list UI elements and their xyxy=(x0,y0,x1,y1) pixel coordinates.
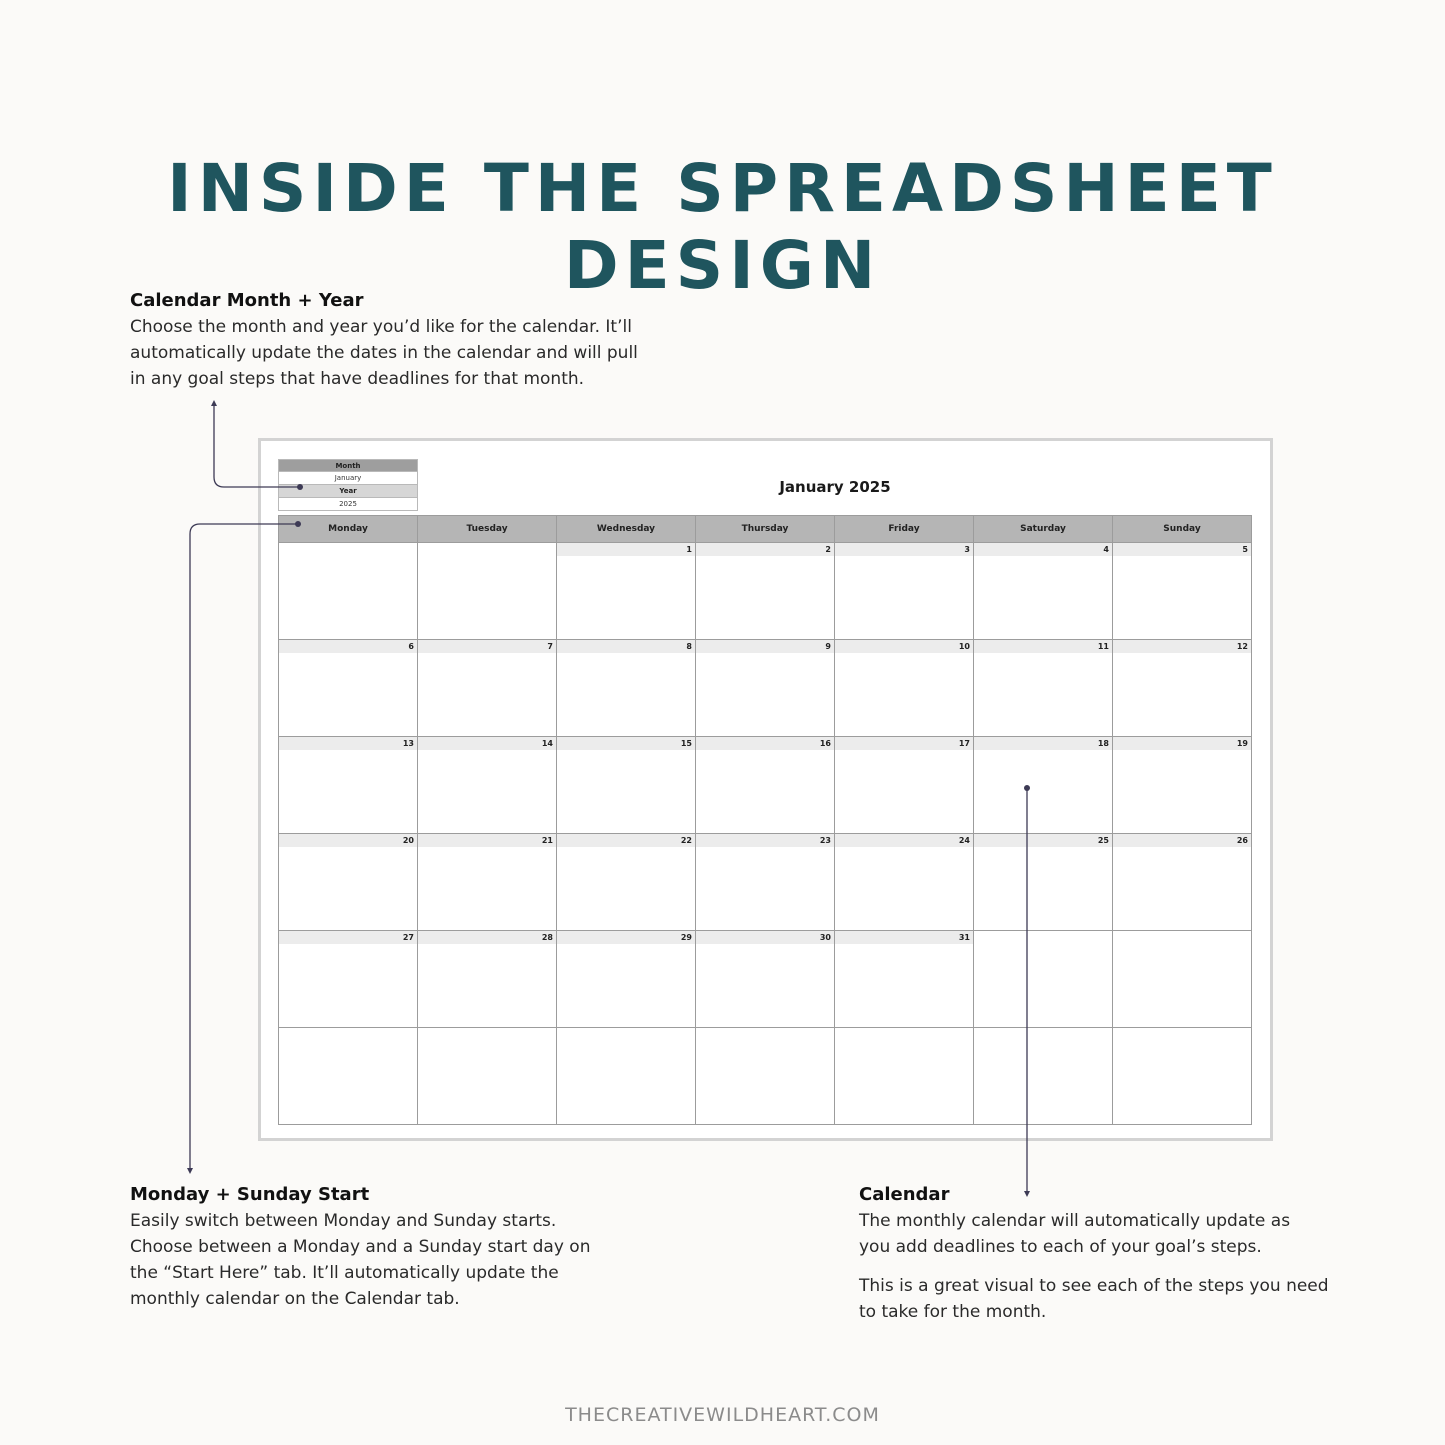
weekday-label: Monday xyxy=(279,516,418,542)
calendar-day-cell[interactable] xyxy=(1113,834,1252,930)
note-month-year-heading: Calendar Month + Year xyxy=(130,290,364,311)
note-line: monthly calendar on the Calendar tab. xyxy=(130,1289,460,1309)
day-number: 30 xyxy=(696,931,834,944)
calendar-day-cell[interactable] xyxy=(835,1028,974,1124)
calendar-day-cell[interactable] xyxy=(557,543,696,639)
calendar-week-row xyxy=(278,834,1252,931)
day-number: 29 xyxy=(557,931,695,944)
day-number: 26 xyxy=(1113,834,1251,847)
note-line: the “Start Here” tab. It’ll automatically update the xyxy=(130,1263,559,1283)
footer-website[interactable]: THECREATIVEWILDHEART.COM xyxy=(565,1404,880,1426)
note-start-day-heading: Monday + Sunday Start xyxy=(130,1184,370,1205)
calendar-day-cell[interactable] xyxy=(835,543,974,639)
month-year-selector xyxy=(278,459,418,511)
day-number: 25 xyxy=(974,834,1112,847)
day-number: 16 xyxy=(696,737,834,750)
note-line: This is a great visual to see each of the steps you need xyxy=(859,1276,1329,1296)
day-number: 31 xyxy=(835,931,973,944)
calendar-week-row xyxy=(278,543,1252,640)
calendar-day-cell[interactable] xyxy=(279,543,418,639)
weekday-header xyxy=(278,515,1252,543)
calendar-day-cell[interactable] xyxy=(418,640,557,736)
calendar-weeks xyxy=(278,543,1252,1125)
calendar-day-cell[interactable] xyxy=(1113,1028,1252,1124)
calendar-day-cell[interactable] xyxy=(974,543,1113,639)
calendar-day-cell[interactable] xyxy=(279,834,418,930)
calendar-day-cell[interactable] xyxy=(279,737,418,833)
calendar-day-cell[interactable] xyxy=(279,1028,418,1124)
calendar-week-row xyxy=(278,640,1252,737)
day-number: 9 xyxy=(696,640,834,653)
note-month-year xyxy=(130,288,638,392)
day-number: 12 xyxy=(1113,640,1251,653)
day-number: 13 xyxy=(279,737,417,750)
calendar-day-cell[interactable] xyxy=(835,931,974,1027)
day-number: 24 xyxy=(835,834,973,847)
note-line: to take for the month. xyxy=(859,1302,1047,1322)
calendar-day-cell[interactable] xyxy=(557,834,696,930)
calendar-grid xyxy=(278,515,1252,1125)
calendar-day-cell[interactable] xyxy=(696,834,835,930)
note-line: Choose the month and year you’d like for the calendar. It’ll xyxy=(130,317,632,337)
note-line: Easily switch between Monday and Sunday starts. xyxy=(130,1211,557,1231)
month-select[interactable]: January xyxy=(278,472,418,485)
calendar-week-row xyxy=(278,931,1252,1028)
calendar-day-cell[interactable] xyxy=(1113,931,1252,1027)
calendar-week-row xyxy=(278,1028,1252,1125)
month-label: Month xyxy=(278,459,418,472)
weekday-label: Thursday xyxy=(696,516,835,542)
note-line: you add deadlines to each of your goal’s steps. xyxy=(859,1237,1262,1257)
day-number: 8 xyxy=(557,640,695,653)
calendar-day-cell[interactable] xyxy=(279,931,418,1027)
weekday-label: Sunday xyxy=(1163,524,1201,534)
calendar-week-row xyxy=(278,737,1252,834)
note-calendar-heading: Calendar xyxy=(859,1184,950,1205)
day-number: 11 xyxy=(974,640,1112,653)
day-number: 3 xyxy=(835,543,973,556)
note-line: automatically update the dates in the calendar and will pull xyxy=(130,343,638,363)
day-number: 21 xyxy=(418,834,556,847)
day-number: 27 xyxy=(279,931,417,944)
day-number: 18 xyxy=(974,737,1112,750)
day-number: 5 xyxy=(1113,543,1251,556)
calendar-day-cell[interactable] xyxy=(418,931,557,1027)
year-select[interactable]: 2025 xyxy=(278,498,418,511)
day-number: 15 xyxy=(557,737,695,750)
year-label: Year xyxy=(278,485,418,498)
day-number: 4 xyxy=(974,543,1112,556)
calendar-day-cell[interactable] xyxy=(696,1028,835,1124)
page-title: INSIDE THE SPREADSHEET DESIGN xyxy=(167,150,1278,304)
calendar-day-cell[interactable] xyxy=(974,1028,1113,1124)
note-line: in any goal steps that have deadlines for that month. xyxy=(130,369,585,389)
day-number: 10 xyxy=(835,640,973,653)
day-number: 2 xyxy=(696,543,834,556)
calendar-day-cell[interactable] xyxy=(557,640,696,736)
note-line: The monthly calendar will automatically update as xyxy=(859,1211,1291,1231)
calendar-day-cell[interactable] xyxy=(696,931,835,1027)
arrow-up-icon xyxy=(211,400,217,406)
day-number: 14 xyxy=(418,737,556,750)
calendar-day-cell[interactable] xyxy=(696,543,835,639)
calendar-day-cell[interactable] xyxy=(696,640,835,736)
day-number: 6 xyxy=(279,640,417,653)
note-line: Choose between a Monday and a Sunday start day on xyxy=(130,1237,591,1257)
day-number: 1 xyxy=(557,543,695,556)
calendar-day-cell[interactable] xyxy=(418,1028,557,1124)
calendar-day-cell[interactable] xyxy=(279,640,418,736)
calendar-day-cell[interactable] xyxy=(974,834,1113,930)
weekday-label: Wednesday xyxy=(557,516,696,542)
calendar-day-cell[interactable] xyxy=(974,931,1113,1027)
weekday-label: Tuesday xyxy=(418,516,557,542)
calendar-day-cell[interactable] xyxy=(418,834,557,930)
calendar-day-cell[interactable] xyxy=(557,931,696,1027)
calendar-day-cell[interactable] xyxy=(835,834,974,930)
arrow-down-icon xyxy=(187,1168,193,1174)
calendar-day-cell[interactable] xyxy=(1113,543,1252,639)
calendar-title: January 2025 xyxy=(779,478,891,496)
note-calendar xyxy=(859,1182,1329,1325)
calendar-day-cell[interactable] xyxy=(557,737,696,833)
day-number: 17 xyxy=(835,737,973,750)
weekday-label: Saturday xyxy=(974,516,1113,542)
calendar-day-cell[interactable] xyxy=(835,640,974,736)
day-number: 20 xyxy=(279,834,417,847)
calendar-day-cell[interactable] xyxy=(418,737,557,833)
day-number: 7 xyxy=(418,640,556,653)
day-number: 19 xyxy=(1113,737,1251,750)
calendar-day-cell[interactable] xyxy=(835,737,974,833)
note-start-day xyxy=(130,1182,591,1312)
calendar-day-cell[interactable] xyxy=(696,737,835,833)
calendar-day-cell[interactable] xyxy=(974,640,1113,736)
calendar-day-cell[interactable] xyxy=(418,543,557,639)
calendar-day-cell[interactable] xyxy=(557,1028,696,1124)
calendar-day-cell[interactable] xyxy=(1113,640,1252,736)
day-number: 23 xyxy=(696,834,834,847)
calendar-day-cell[interactable] xyxy=(1113,737,1252,833)
day-number: 28 xyxy=(418,931,556,944)
calendar-day-cell[interactable] xyxy=(974,737,1113,833)
day-number: 22 xyxy=(557,834,695,847)
weekday-label: Friday xyxy=(835,516,974,542)
